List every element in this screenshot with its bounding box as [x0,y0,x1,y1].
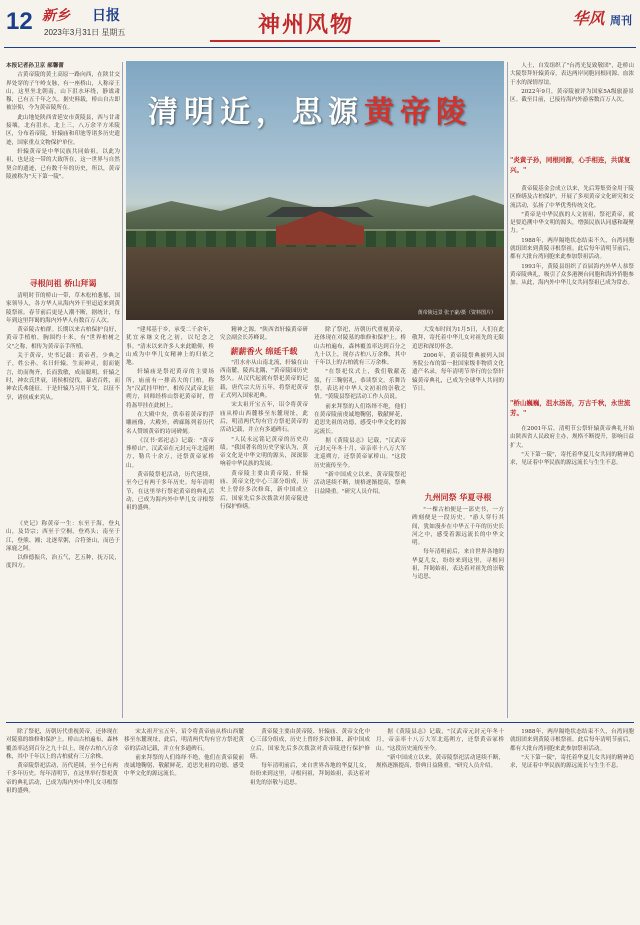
paragraph: 每年清明前后，来自世界各地的华夏儿女，纷纷来到这里，寻根问祖，拜谒始祖，表达着对祖先的崇敬与追思。 [412,549,504,581]
pull-quote-1: "炎黄子孙，同根同源，心手相连，共谋复兴。" [510,156,631,174]
paragraph: 前来拜祭的人们络绎不绝，他们在黄帝陵前虔诚地鞠躬，敬献鲜花，追思先祖的功德，感受中华文化的源远流长。 [314,403,406,435]
paragraph: 1993年，黄陵县组织了首届海内外华人恭祭黄帝陵典礼，吸引了众多港澳台同胞和海外侨胞参加。从此，海内外中华儿女共同祭祖已成为常态。 [510,263,634,287]
paragraph: 黄帝陵主要由黄帝陵、轩辕庙、黄帝文化中心三部分组成，历史上曾经多次修葺，新中国成立后，国家先后多次拨款对黄帝陵进行保护修缮。 [250,729,370,760]
paragraph: 1988年，两岸隔绝状态结束不久，台湾同胞就组团来到黄陵寻根祭祖。此后每年清明节前后，都有大批台湾同胞来此参加祭祖活动。 [510,729,634,752]
column-rule [507,62,508,718]
article-col6-mid [510,185,634,395]
newspaper-brand: 日报 [92,8,120,24]
article-bottom-col4 [376,728,504,918]
paragraph: "天下第一陵"，寄托着华夏儿女共同的精神追求，见证着中华民族的源远流长与生生不息。 [510,451,634,467]
article-bottom-col5 [510,728,634,918]
photo-caption: 黄帝陵远景 张子豪/摄（资料图片） [417,310,496,316]
paragraph: 以修德振兵，治五气，艺五种，抚万民，度四方。 [6,555,120,570]
paragraph: 人士，自发组织了"台湾光复致敬团"，赴桥山大陵祭拜轩辕黄帝，表达两岸同胞同根同源、血浓于水的深情厚谊。 [510,63,634,86]
paragraph: 此山地处陕西省延安市黄陵县，西与甘肃接壤，北有沮水，北上三，八万余平方米陵区，分布着帝陵，轩辕庙和印池等诸多历史遗迹，国家重点文物保护单位。 [6,114,120,146]
paragraph: 据《黄陵县志》记载，"汉武帝元封元年冬十月，帝亲率十八万大军北巡朔方，还祭黄帝冢桥山。"这段历史流传至今。 [314,437,406,469]
byline: 本报记者孙卫京 郝馨蕾 [6,63,64,69]
hero-photo [126,61,504,320]
paragraph: 关于黄帝，史书记载：黄帝者，少典之子，姓公孙，名曰轩辕。生而神灵，弱而能言，幼而徇齐，长而敦敏，成而聪明。轩辕之时，神农氏世衰，诸侯相侵伐，暴虐百姓，而神农氏弗能征。于是轩辕乃习用干戈，以征不享，诸侯咸来宾从。 [6,353,120,401]
header-divider [4,47,636,48]
paragraph: 每年清明前后，来自世界各地的华夏儿女，纷纷来到这里，寻根问祖，拜谒始祖，表达着对祖先的崇敬与追思。 [250,763,370,786]
issue-date: 2023年3月31日 星期五 [44,28,126,37]
paragraph: "一棵古柏便是一部史书，一方碑刻便是一段历史。"游人穿行其间，犹如漫步在中华五千年的历史长河之中，感受着源远流长的中华文明。 [412,507,504,547]
paragraph: 大发布时间为1月5日，人们在此敬拜，寄托着中华儿女对祖先的无限追思和深切怀念。 [412,327,504,350]
pull-quote-2: "桥山巍巍，沮水汤汤，万古千秋，永世流芳。" [510,399,631,417]
paragraph: 宋太祖开宝五年，诏令将黄帝庙从桥山西麓移至东麓现址，此后，明清两代均有官方祭祀黄帝的活动记载，并立有多通碑石。 [124,729,244,752]
column-name-text: 华风 [572,9,605,28]
paragraph: 除了祭祀，历朝历代重视黄帝，还体现在对陵墓的维修和保护上。桥山古柏遍布，森林覆盖率达到百分之九十以上，现存古柏八万余株，其中千年以上的古柏就有三万余株。 [314,327,406,367]
paragraph: 轩辕黄帝是中华民族共同始祖，以此为祖，也是这一带的大致所在，这一世界与自然契合的遗迹，已有数千年的历史，所以，黄帝陵被称为"天下第一陵"。 [6,148,120,180]
paragraph: "在祭祀仪式上，我们敬献花篮，行三鞠躬礼，恭读祭文，乐舞告祭，表达对中华人文初祖的崇敬之情。"黄陵县祭祀活动工作人员说。 [314,369,406,401]
article-col5-bottom [412,506,504,718]
paragraph: 除了祭祀，历朝历代重视黄帝，还体现在对陵墓的维修和保护上。桥山古柏遍布，森林覆盖率达到百分之九十以上，现存古柏八万余株，其中千年以上的古柏就有三万余株。 [6,729,118,760]
paragraph: 2006年，黄帝陵祭典被列入国务院公布的第一批国家级非物质文化遗产名录，每年清明节举行的公祭轩辕黄帝典礼，已成为全球华人共同的节日。 [412,352,504,393]
paragraph: 黄帝陵祭祀活动，历代延续，至今已有两千多年历史。每年清明节，在这里举行祭祀黄帝的典礼活动，已成为海内外中华儿女寻根祭祖的盛典。 [6,763,118,795]
paragraph: 1988年，两岸隔绝状态结束不久，台湾同胞就组团来到黄陵寻根祭祖。此后每年清明节前后，都有大批台湾同胞来此参加祭祖活动。 [510,237,634,261]
subhead-1: 寻根问祖 桥山拜谒 [29,278,97,288]
paragraph: 在2001年后，清明节公祭轩辕黄帝典礼开始由陕西省人民政府主办，规格不断提升，影响日益扩大。 [510,426,634,449]
column-tag: 周刊 [610,14,632,27]
paragraph: 轩辕庙是祭祀黄帝的主要场所，庙前有一排高大的门柏，称为"汉武挂甲柏"，相传汉武帝北征朔方，回师经桥山祭祀黄帝时，曾将盔甲挂在此树上。 [126,369,214,409]
paragraph: 清明时节的桥山一带，草木松柏葱郁，国家领导人，各方华人从海内外千里迢迢来到黄陵祭祖。春节前后更是人潮不断，据统计，每年到这里拜谒的海内外华人有数百万人次。 [6,293,120,324]
paragraph: 前来拜祭的人们络绎不绝，他们在黄帝陵前虔诚地鞠躬，敬献鲜花，追思先祖的功德，感受中华文化的源远流长。 [124,754,244,778]
paragraph: "黄帝是中华民族的人文初祖，祭祀黄帝，就是要追溯中华文明的源头，增强民族认同感和凝聚力。" [510,211,634,235]
paragraph: 《汉书·郊祀志》记载："黄帝葬桥山"。汉武帝在元封元年北巡朔方，勒兵十余万，还祭黄帝冢桥山。 [126,437,214,469]
article-bottom-col1 [6,728,118,918]
newspaper-logo: 新乡 [42,8,70,24]
paragraph: "建邦基于乡，承受二千余年，犹宜承继文化之初，以纪念之事。"清末以来许多人来此瞻仰，桥山成为中华儿女精神上的归依之地。 [126,327,214,367]
paragraph: 黄帝陵古柏群。长期以来古柏保护良好，黄帝手植柏，胸围约十米，有"世界柏树之父"之称，相传为黄帝亲手所植。 [6,327,120,350]
column-rule [122,62,123,718]
hero-title-highlight: 黄帝陵 [364,95,472,130]
paragraph: "人民永远铭记黄帝的历史功绩。"我国著名的历史学家认为，黄帝文化是中华文明的源头，深深影响着中华民族的发展。 [220,436,308,468]
masthead [0,0,640,48]
title-rule [210,40,440,42]
paragraph: 据《黄陵县志》记载，"汉武帝元封元年冬十月，帝亲率十八万大军北巡朔方，还祭黄帝冢桥山。"这段历史流传至今。 [376,729,504,752]
paragraph: "新中国成立以来，黄帝陵祭祀活动延续不断，规格逐渐提高，祭典日益隆重。"研究人员介绍。 [314,472,406,495]
subhead-2: 薪薪香火 绵延千载 [230,345,298,356]
paragraph: "天下第一陵"，寄托着华夏儿女共同的精神追求，见证着中华民族的源远流长与生生不息。 [510,754,634,770]
paragraph: 在大殿中央，供奉着黄帝的浮雕画像，大殿外，碑廊陈列着历代名人赞颂黄帝的诗词碑刻。 [126,411,214,435]
article-col1-bottom [6,520,120,718]
paragraph: 黄帝陵祭祀活动，历代延续，至今已有两千多年历史。每年清明节，在这里举行祭祀黄帝的典礼活动，已成为海内外中华儿女寻根祭祖的盛典。 [126,472,214,512]
article-col2 [126,326,214,718]
paragraph: 2022年9月，黄帝陵被评为国家5A级旅游景区。截至目前，已接待海内外游客数百万人次。 [510,88,634,104]
paragraph: 黄帝陵主要由黄帝陵、轩辕庙、黄帝文化中心三部分组成，历史上曾经多次修葺，新中国成立后，国家先后多次拨款对黄帝陵进行保护修缮。 [220,470,308,510]
paragraph: 古黄帝陵的黄土高原一路向西，在陕甘交界处穿的子午岭支脉，有一座桥山，人称帝王山，这里坐北朝南，山下沮水环绕，静谧肃穆，已有五千年之久。据史料载，桥山自古即被崇仰，今为黄帝陵所在。 [6,72,120,112]
paragraph: 宋太祖开宝五年，诏令将黄帝庙从桥山西麓移至东麓现址，此后，明清两代均有官方祭祀黄帝的活动记载，并立有多通碑石。 [220,402,308,434]
paragraph: "新中国成立以来，黄帝陵祭祀活动延续不断，规格逐渐提高，祭典日益隆重。"研究人员介绍。 [376,754,504,770]
article-col1-mid [6,292,120,518]
article-col1-top [6,62,120,274]
hero-title-text: 清明近，思源 [148,95,364,130]
hero-title [148,87,472,131]
subhead-3: 九州同祭 华夏寻根 [424,492,492,502]
article-bottom-col2 [124,728,244,918]
article-col6-bottom [510,425,634,720]
section-divider [6,722,634,723]
paragraph: "沮水亦从山南北流，轩辕在山西南麓，陵西北隅，"黄帝陵园历史悠久。从汉代起就有祭祀黄帝的记载，唐代宗大历五年，将祭祀黄帝正式列入国家祀典。 [220,359,308,400]
section-title: 神州风物 [258,12,355,38]
page-number: 12 [6,8,33,35]
article-col4 [314,326,406,718]
article-bottom-col3 [250,728,370,918]
article-col6-top [510,62,634,152]
paragraph: 黄帝陵基金会成立以来，先后筹集资金用于陵区修缮及古柏保护，开展了多项黄帝文化研究和交流活动，弘扬了中华优秀传统文化。 [510,186,634,209]
paragraph: 精神之源。"陕西省轩辕黄帝研究会副会长苏峰说。 [220,327,308,342]
column-name [572,6,632,29]
article-col5-top [412,326,504,486]
paragraph: 《史记》称黄帝一生：东至于海，登丸山，及岱宗；西至于空桐，登鸡头；南至于江，登熊、湘；北逐荤粥，合符釜山，而邑于涿鹿之阿。 [6,521,120,552]
article-col3 [220,326,308,718]
